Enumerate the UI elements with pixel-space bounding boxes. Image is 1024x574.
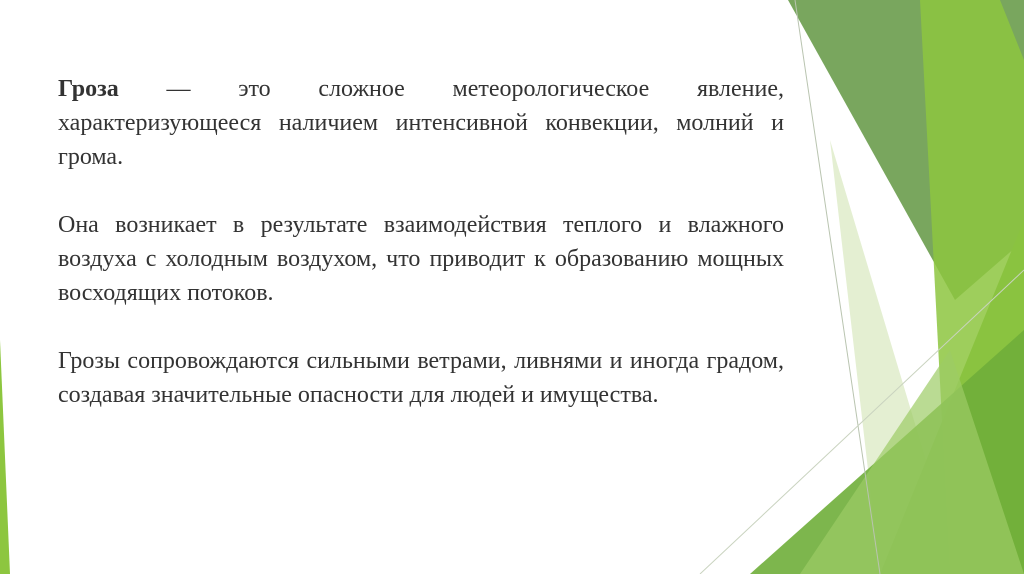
paragraph-origin: Она возникает в результате взаимодействия теплого и влажного воздуха с холодным воздухом, что приводит к образованию мощных восходящих потоков. — [58, 212, 784, 306]
left-edge-stripe — [0, 340, 10, 574]
paragraph-consequences: Грозы сопровождаются сильными ветрами, ливнями и иногда градом, создавая значительные опасности для людей и имущества. — [58, 348, 784, 408]
term-thunderstorm: Гроза — [58, 76, 119, 102]
slide-body — [58, 72, 784, 446]
paragraph-definition — [58, 72, 784, 174]
definition-text: — это сложное метеорологическое явление, характеризующееся наличием интенсивной конвекции, молний и грома. — [58, 76, 784, 170]
